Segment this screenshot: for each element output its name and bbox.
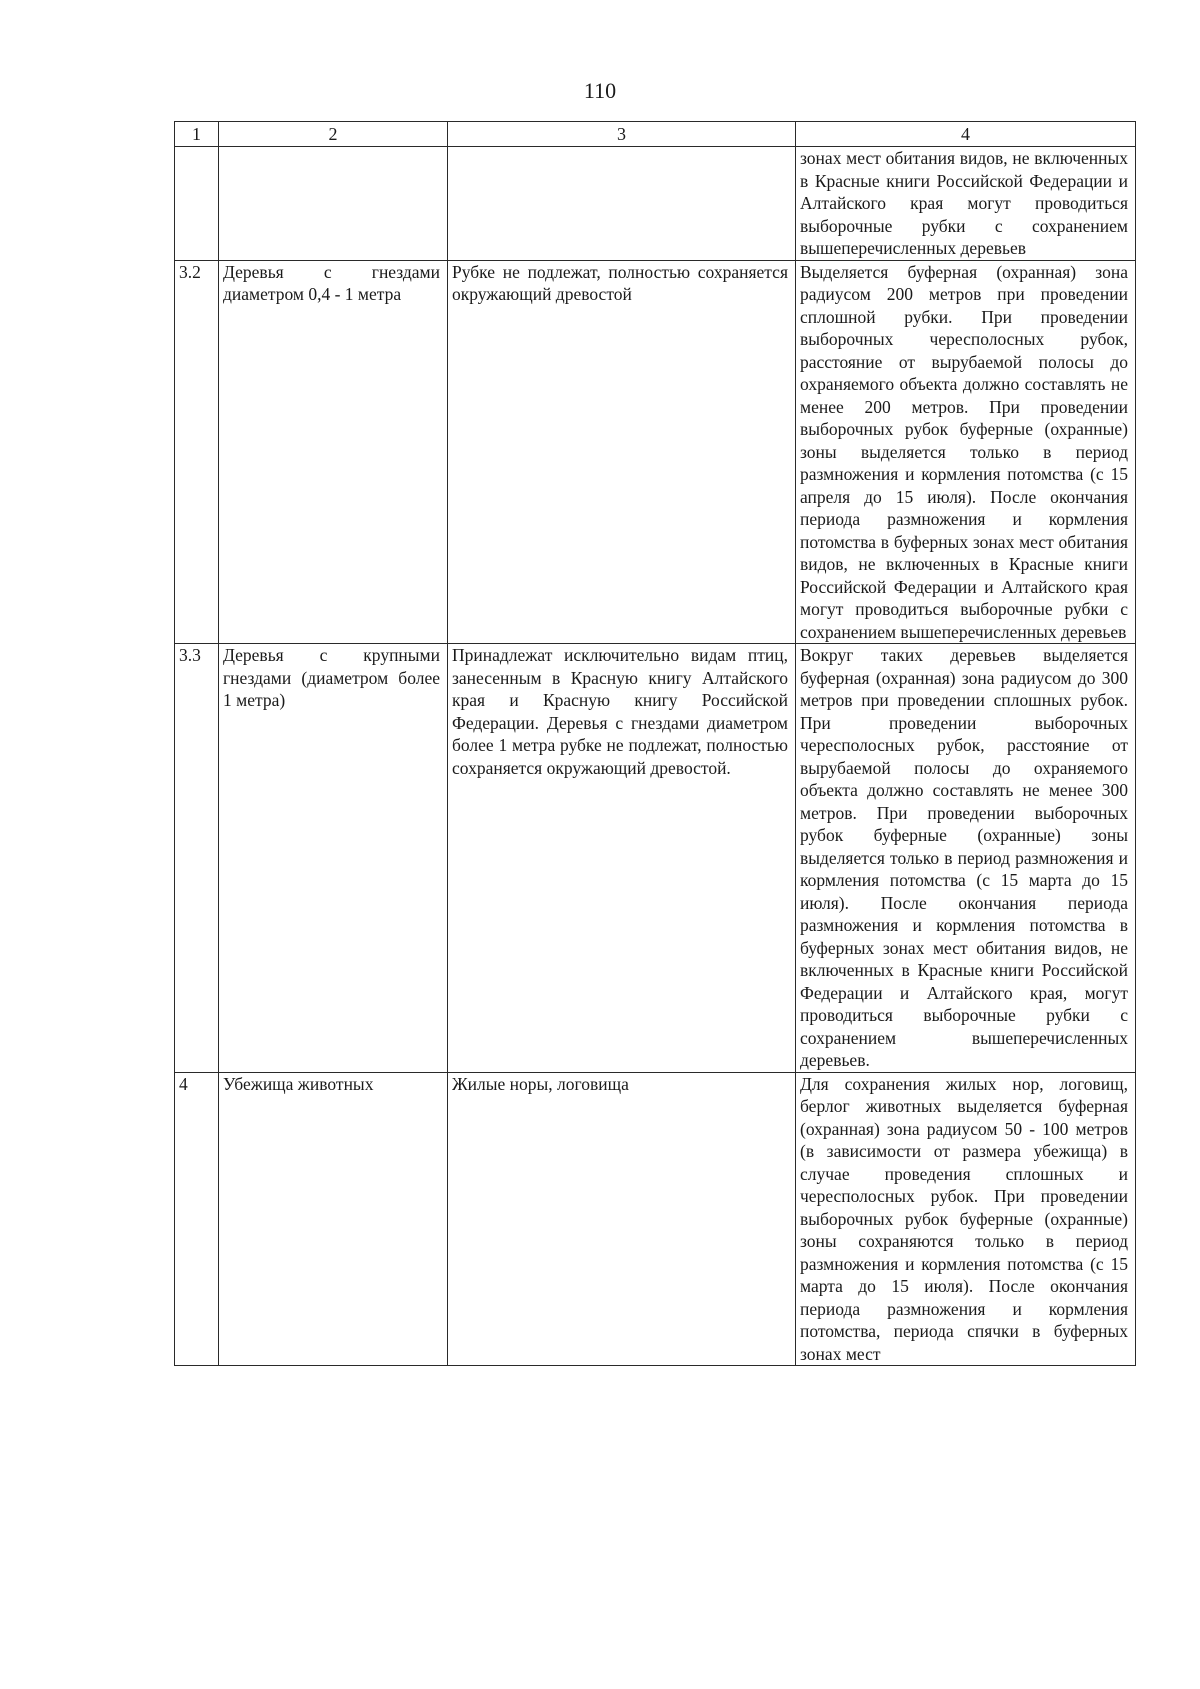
measures-cell: зонах мест обитания видов, не включенных в Красные книги Российской Федерации и Алтайского края могут проводиться выборочные рубки с сохранением вышеперечисленных деревьев	[796, 147, 1136, 261]
object-cell: Деревья с гнездами диаметром 0,4 - 1 метра	[219, 260, 448, 644]
condition-cell: Принадлежат исключительно видам птиц, занесенным в Красную книгу Алтайского края и Красную книгу Российской Федерации. Деревья с гнездами диаметром более 1 метра рубке не подлежат, полностью сохраняется окружающий древостой.	[448, 644, 796, 1073]
regulation-table	[174, 121, 1136, 1366]
header-cell-4: 4	[796, 122, 1136, 147]
measures-cell: Для сохранения жилых нор, логовищ, берлог животных выделяется буферная (охранная) зона радиусом 50 - 100 метров (в зависимости от размера убежища) в случае проведения сплошных и чересполосных рубок. При проведении выборочных рубок буферные (охранные) зоны сохраняются только в период размножения и кормления потомства (с 15 марта до 15 июля). После окончания периода размножения и кормления потомства, периода спячки в буферных зонах мест	[796, 1072, 1136, 1366]
condition-cell: Жилые норы, логовища	[448, 1072, 796, 1366]
condition-cell: Рубке не подлежат, полностью сохраняется окружающий древостой	[448, 260, 796, 644]
table-row-3-2	[175, 260, 1136, 644]
header-cell-2: 2	[219, 122, 448, 147]
header-cell-3: 3	[448, 122, 796, 147]
row-number-cell: 4	[175, 1072, 219, 1366]
object-cell: Убежища животных	[219, 1072, 448, 1366]
measures-cell: Вокруг таких деревьев выделяется буферная (охранная) зона радиусом до 300 метров при проведении сплошных рубок. При проведении выборочных чересполосных рубок, расстояние от вырубаемой полосы до охраняемого объекта должно составлять не менее 300 метров. При проведении выборочных рубок буферные (охранные) зоны выделяется только в период размножения и кормления потомства (с 15 марта до 15 июля). После окончания периода размножения и кормления потомства в буферных зонах мест обитания видов, не включенных в Красные книги Российской Федерации и Алтайского края, могут проводиться выборочные рубки с сохранением вышеперечисленных деревьев.	[796, 644, 1136, 1073]
measures-cell: Выделяется буферная (охранная) зона радиусом 200 метров при проведении сплошной рубки. При проведении выборочных чересполосных рубок, расстояние от вырубаемой полосы до охраняемого объекта должно составлять не менее 200 метров. При проведении выборочных рубок буферные (охранные) зоны выделяется только в период размножения и кормления потомства (с 15 апреля до 15 июля). После окончания периода размножения и кормления потомства в буферных зонах мест обитания видов, не включенных в Красные книги Российской Федерации и Алтайского края могут проводиться выборочные рубки с сохранением вышеперечисленных деревьев	[796, 260, 1136, 644]
condition-cell	[448, 147, 796, 261]
table-row-4	[175, 1072, 1136, 1366]
header-cell-1: 1	[175, 122, 219, 147]
row-number-cell: 3.3	[175, 644, 219, 1073]
page-number: 110	[583, 78, 617, 103]
row-number-cell: 3.2	[175, 260, 219, 644]
object-cell	[219, 147, 448, 261]
object-cell: Деревья с крупными гнездами (диаметром более 1 метра)	[219, 644, 448, 1073]
table-row-continuation	[175, 147, 1136, 261]
table-row-3-3	[175, 644, 1136, 1073]
row-number-cell	[175, 147, 219, 261]
table-header-row	[175, 122, 1136, 147]
